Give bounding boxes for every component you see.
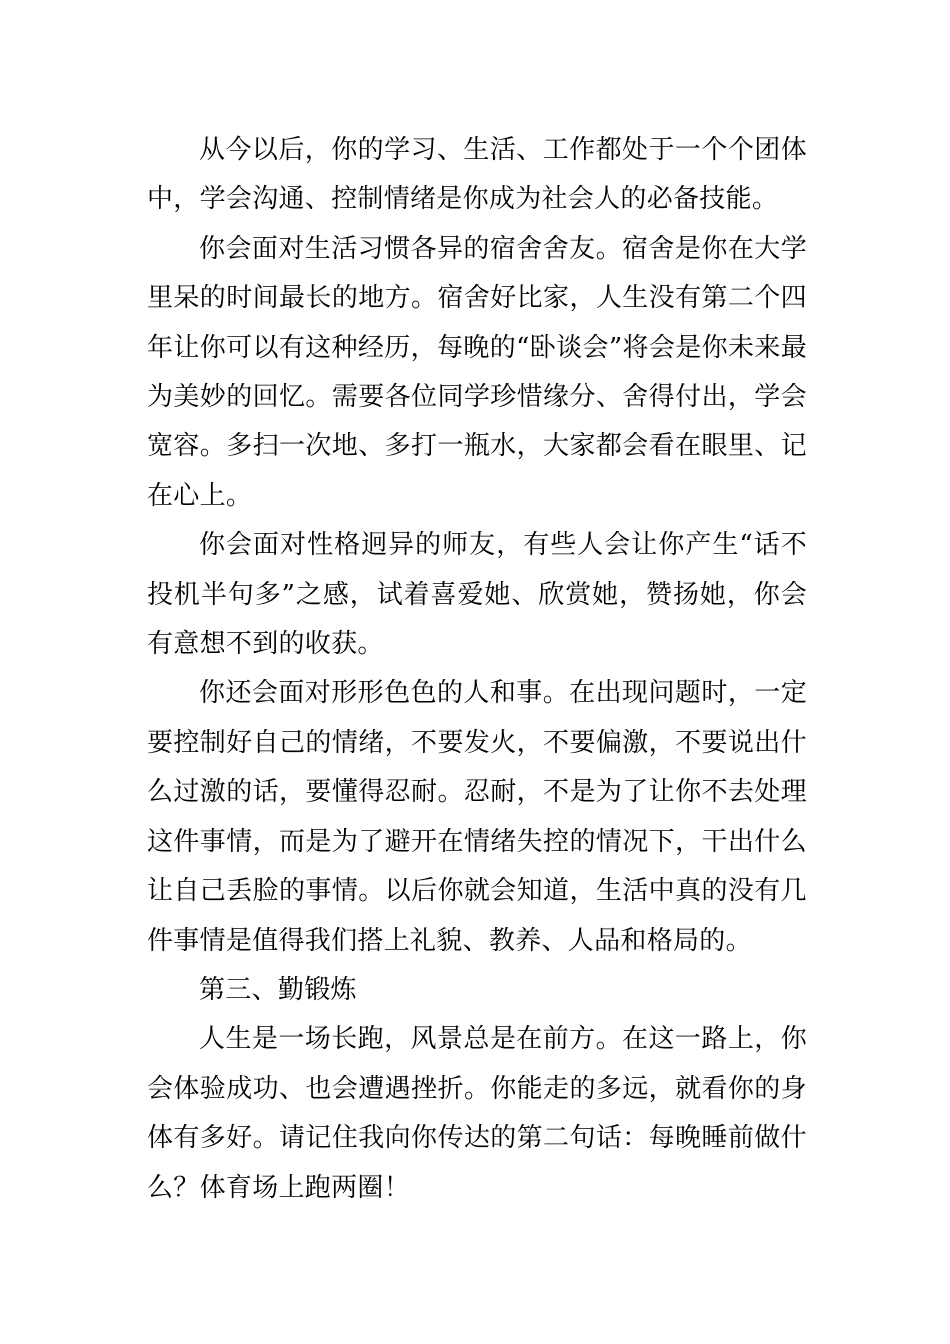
paragraph-dorm-roommates: 你会面对生活习惯各异的宿舍舍友。宿舍是你在大学里呆的时间最长的地方。宿舍好比家，人生没有第二个四年让你可以有这种经历，每晚的“卧谈会”将会是你未来最为美妙的回忆。需要各位同学珍惜缘分、舍得付出，学会宽容。多扫一次地、多打一瓶水，大家都会看在眼里、记在心上。 xyxy=(147,233,807,511)
document-page xyxy=(147,126,807,1213)
paragraph-teamwork: 从今以后，你的学习、生活、工作都处于一个个团体中，学会沟通、控制情绪是你成为社会人的必备技能。 xyxy=(147,135,807,215)
paragraph-long-run: 人生是一场长跑，风景总是在前方。在这一路上，你会体验成功、也会遭遇挫折。你能走的多远，就看你的身体有多好。请记住我向你传达的第二句话：每晚睡前做什么？体育场上跑两圈！ xyxy=(147,1024,807,1203)
paragraph-teachers-friends: 你会面对性格迥异的师友，有些人会让你产生“话不投机半句多”之感，试着喜爱她、欣赏她，赞扬她，你会有意想不到的收获。 xyxy=(147,530,807,660)
section-heading-exercise: 第三、勤锻炼 xyxy=(199,974,357,1005)
paragraph-emotion-control: 你还会面对形形色色的人和事。在出现问题时，一定要控制好自己的情绪，不要发火，不要偏激，不要说出什么过激的话，要懂得忍耐。忍耐，不是为了让你不去处理这件事情，而是为了避开在情绪失控的情况下，干出什么让自己丢脸的事情。以后你就会知道，生活中真的没有几件事情是值得我们搭上礼貌、教养、人品和格局的。 xyxy=(147,678,807,956)
